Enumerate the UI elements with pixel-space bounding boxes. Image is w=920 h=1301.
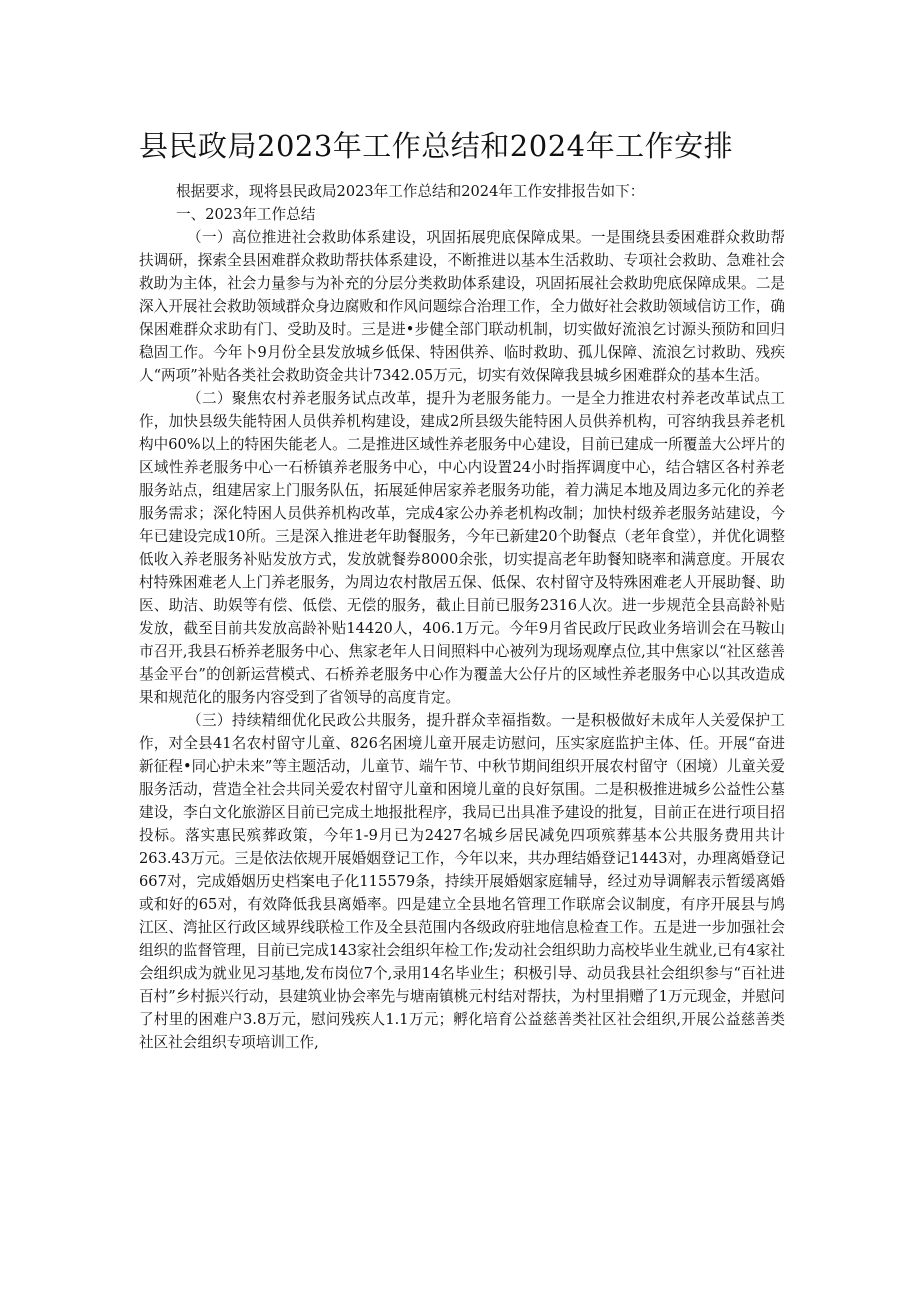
document-title: 县民政局2023年工作总结和2024年工作安排 — [139, 129, 734, 163]
paragraph-social-assistance: （一）高位推进社会救助体系建设，巩固拓展兜底保障成果。一是围绕县委困难群众救助帮扶调研，探索全县困难群众救助帮扶体系建设，不断推进以基本生活救助、专项社会救助、急难社会救助为主体，社会力量参与为补充的分层分类救助体系建设，巩固拓展社会救助兜底保障成果。二是深入开展社会救助领域群众身边腐败和作风问题综合治理工作，全力做好社会救助领域信访工作，确保困难群众求助有门、受助及时。三是进•步健全部门联动机制，切实做好流浪乞讨源头预防和回归稳固工作。今年卜9月份全县发放城乡低保、特困供养、临时救助、孤儿保障、流浪乞讨救助、残疾人“两项”补贴各类社会救助资金共计7342.05万元，切实有效保障我县城乡困难群众的基本生活。 — [139, 229, 785, 384]
paragraph-elderly-care: （二）聚焦农村养老服务试点改革，提升为老服务能力。一是全力推进农村养老改革试点工作，加快县级失能特困人员供养机构建设，建成2所县级失能特困人员供养机构，可容纳我县养老机构中60%以上的特困失能老人。二是推进区域性养老服务中心建设，目前已建成一所覆盖大公坪片的区域性养老服务中心一石桥镇养老服务中心，中心内设置24小时指挥调度中心，结合辖区各村养老服务站点，组建居家上门服务队伍，拓展延伸居家养老服务功能，着力满足本地及周边多元化的养老服务需求；深化特困人员供养机构改革，完成4家公办养老机构改制；加快村级养老服务站建设，今年已建设完成10所。三是深入推进老年助餐服务，今年已新建20个助餐点（老年食堂），并优化调整低收入养老服务补贴发放方式，发放就餐券8000余张，切实提高老年助餐知晓率和满意度。开展农村特殊困难老人上门养老服务，为周边农村散居五保、低保、农村留守及特殊困难老人开展助餐、助医、助洁、助娱等有偿、低偿、无偿的服务，截止目前已服务2316人次。进一步规范全县高龄补贴发放，截至目前共发放高龄补贴14420人，406.1万元。今年9月省民政厅民政业务培训会在马鞍山市召开,我县石桥养老服务中心、焦家老年人日间照料中心被列为现场观摩点位,其中焦家以“社区慈善基金平台”的创新运营模式、石桥养老服务中心作为覆盖大公仔片的区域性养老服务中心以其改造成果和规范化的服务内容受到了省领导的高度肯定。 — [139, 390, 785, 706]
document-body — [139, 180, 785, 1054]
intro-paragraph: 根据要求，现将县民政局2023年工作总结和2024年工作安排报告如下： — [176, 183, 645, 200]
paragraph-public-services: （三）持续精细优化民政公共服务，提升群众幸福指数。一是积极做好未成年人关爱保护工作，对全县41名农村留守儿童、826名困境儿童开展走访慰问，压实家庭监护主体、任。开展“奋进新征程•同心护未来”等主题活动，儿童节、端午节、中秋节期间组织开展农村留守（困境）儿童关爱服务活动，营造全社会共同关爱农村留守儿童和困境儿童的良好氛围。二是积极推进城乡公益性公墓建设，李白文化旅游区目前已完成土地报批程序，我局已出具准予建设的批复，目前正在进行项目招投标。落实惠民殡葬政策，今年1-9月已为2427名城乡居民减免四项殡葬基本公共服务费用共计263.43万元。三是依法依规开展婚姻登记工作，今年以来，共办理结婚登记1443对，办理离婚登记667对，完成婚姻历史档案电子化115579条，持续开展婚姻家庭辅导，经过劝导调解表示暂缓离婚或和好的65对，有效降低我县离婚率。四是建立全县地名管理工作联席会议制度，有序开展县与鸠江区、湾扯区行政区域界线联检工作及全县范围内各级政府驻地信息检查工作。五是进一步加强社会组织的监督管理，目前已完成143家社会组织年检工作;发动社会组织助力高校毕业生就业,已有4家社会组织成为就业见习基地,发布岗位7个,录用14名毕业生；积极引导、动员我县社会组织参与“百社进百村”乡村振兴行动，县建筑业协会率先与塘南镇桃元村结对帮扶，为村里捐赠了1万元现金，并慰问了村里的困难户3.8万元，慰问残疾人1.1万元；孵化培育公益慈善类社区社会组织,开展公益慈善类社区社会组织专项培训工作, — [139, 712, 785, 1051]
section-heading: 一、2023年工作总结 — [176, 206, 316, 223]
